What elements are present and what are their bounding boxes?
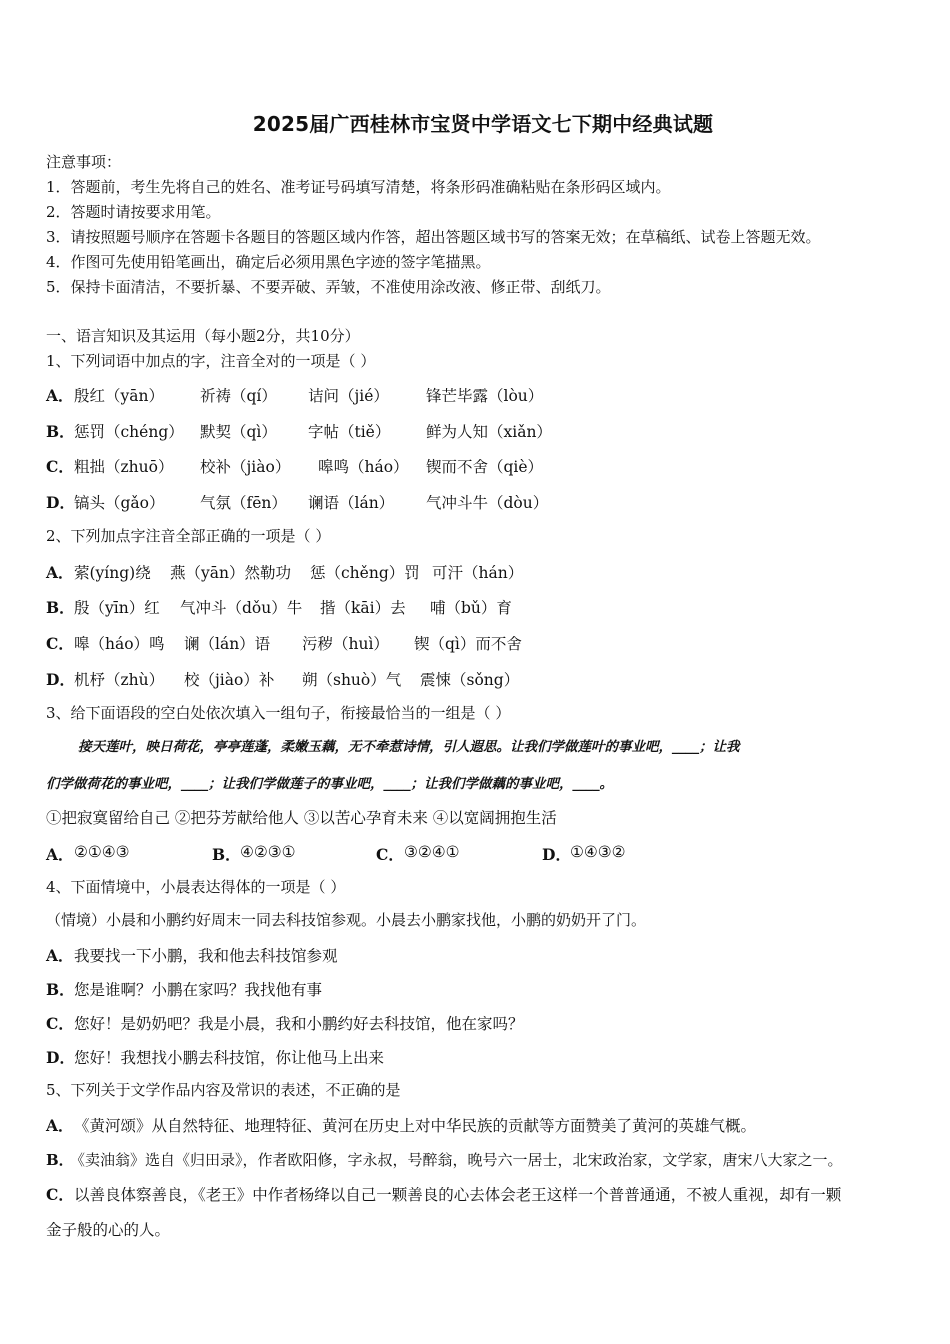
option-letter: B． xyxy=(46,422,75,441)
notice-item-3: 3．请按照题号顺序在答题卡各题目的答题区域内作答，超出答题区域书写的答案无效；在草稿纸、试卷上答题无效。 xyxy=(46,228,821,246)
option-letter: A． xyxy=(46,946,74,965)
option-letter: B． xyxy=(46,598,75,617)
option-letter: B． xyxy=(46,980,75,999)
option-item: 您好！我想找小鹏去科技馆，你让他马上出来 xyxy=(74,1049,385,1067)
option-letter: D． xyxy=(46,493,75,512)
option-letter: C． xyxy=(46,457,74,476)
option-item: 揩（kāi）去 xyxy=(320,599,406,617)
option-letter: C． xyxy=(46,1014,74,1033)
option-letter: C． xyxy=(46,1185,74,1204)
option-item: 萦(yíng)绕 xyxy=(74,564,151,582)
q3-stem: 3、给下面语段的空白处依次填入一组句子，衔接最恰当的一组是（ ） xyxy=(46,704,511,722)
option-item: 《卖油翁》选自《归田录》，作者欧阳修，字永叔，号醉翁，晚号六一居士，北宋政治家，文学家，唐宋八大家之一。 xyxy=(70,1151,843,1169)
option-letter: A． xyxy=(46,845,74,864)
option-item: 朔（shuò）气 xyxy=(302,671,402,689)
option-letter: D． xyxy=(46,670,75,689)
notice-item-4: 4．作图可先使用铅笔画出，确定后必须用黑色字迹的签字笔描黑。 xyxy=(46,253,491,271)
option-item: ①④③② xyxy=(570,843,626,861)
option-item: 殷红（yān） xyxy=(74,387,164,405)
option-item: 气冲斗（dǒu）牛 xyxy=(180,599,303,617)
notice-item-1: 1．答题前，考生先将自己的姓名、准考证号码填写清楚，将条形码准确粘贴在条形码区域内。 xyxy=(46,178,671,196)
option-item: 惩（chěng）罚 xyxy=(310,564,420,582)
q4-context: （情境）小晨和小鹏约好周末一同去科技馆参观。小晨去小鹏家找他，小鹏的奶奶开了门。 xyxy=(46,911,647,929)
option-item: 校（jiào）补 xyxy=(184,671,275,689)
section-heading: 一、语言知识及其运用（每小题2分，共10分） xyxy=(46,327,360,345)
option-item: 燕（yān）然勒功 xyxy=(170,564,291,582)
option-item: 祈祷（qí） xyxy=(200,387,277,405)
option-item: 谰（lán）语 xyxy=(184,635,271,653)
q3-passage-line-1: 接天莲叶，映日荷花，亭亭莲蓬，柔嫩玉藕，无不牵惹诗情，引人遐思。让我们学做莲叶的事业吧，____；让我 xyxy=(78,739,740,755)
option-item: 我要找一下小鹏，我和他去科技馆参观 xyxy=(74,947,338,965)
page-title: 2025届广西桂林市宝贤中学语文七下期中经典试题 xyxy=(252,112,714,136)
option-item: 震悚（sǒng） xyxy=(420,671,520,689)
option-item: 殷（yīn）红 xyxy=(74,599,160,617)
option-item: 镐头（gǎo） xyxy=(74,494,165,512)
option-item: 嗥（háo）鸣 xyxy=(74,635,165,653)
option-letter: A． xyxy=(46,386,74,405)
option-item: 锲（qì）而不舍 xyxy=(414,635,522,653)
option-item: 惩罚（chéng） xyxy=(74,423,184,441)
option-item: 诘问（jié） xyxy=(308,387,389,405)
option-item: ④②③① xyxy=(240,843,296,861)
option-letter: B． xyxy=(46,1151,74,1169)
notice-heading: 注意事项： xyxy=(46,153,122,171)
option-letter: D． xyxy=(542,845,571,864)
option-letter: B． xyxy=(212,845,241,864)
q1-stem: 1、下列词语中加点的字，注音全对的一项是（ ） xyxy=(46,352,376,370)
option-letter: A． xyxy=(46,563,74,582)
option-item: 鲜为人知（xiǎn） xyxy=(426,423,552,441)
notice-item-2: 2．答题时请按要求用笔。 xyxy=(46,203,221,221)
option-letter: C． xyxy=(46,634,74,653)
option-item: 气氛（fēn） xyxy=(200,494,287,512)
option-item: 气冲斗牛（dòu） xyxy=(426,494,549,512)
option-letter: A． xyxy=(46,1116,74,1135)
option-item: 校补（jiào） xyxy=(200,458,291,476)
option-item: 《黄河颂》从自然特征、地理特征、黄河在历史上对中华民族的贡献等方面赞美了黄河的英雄气概。 xyxy=(74,1117,757,1135)
option-item: ②①④③ xyxy=(74,843,130,861)
option-item: 嗥鸣（háo） xyxy=(318,458,409,476)
option-item: 谰语（lán） xyxy=(308,494,395,512)
option-item: ③②④① xyxy=(404,843,460,861)
option-item: 字帖（tiě） xyxy=(308,423,391,441)
option-item: 锋芒毕露（lòu） xyxy=(426,387,544,405)
notice-item-5: 5．保持卡面清洁，不要折暴、不要弄破、弄皱，不准使用涂改液、修正带、刮纸刀。 xyxy=(46,278,611,296)
option-item: 默契（qì） xyxy=(200,423,277,441)
q4-stem: 4、下面情境中，小晨表达得体的一项是（ ） xyxy=(46,878,346,896)
q5-stem: 5、下列关于文学作品内容及常识的表述，不正确的是 xyxy=(46,1081,401,1099)
q2-stem: 2、下列加点字注音全部正确的一项是（ ） xyxy=(46,527,331,545)
option-item: 哺（bǔ）育 xyxy=(430,599,512,617)
option-item: 可汗（hán） xyxy=(432,564,524,582)
q5-option-c-continuation: 金子般的心的人。 xyxy=(46,1221,171,1239)
q3-passage-line-2: 们学做荷花的事业吧，____；让我们学做莲子的事业吧，____；让我们学做藕的事业吧，____。 xyxy=(46,776,613,792)
option-item: 污秽（huì） xyxy=(302,635,389,653)
option-item: 您是谁啊？小鹏在家吗？我找他有事 xyxy=(74,981,323,999)
q3-choices: ①把寂寞留给自己 ②把芬芳献给他人 ③以苦心孕育未来 ④以宽阔拥抱生活 xyxy=(46,809,557,827)
option-item: 您好！是奶奶吧？我是小晨，我和小鹏约好去科技馆，他在家吗？ xyxy=(74,1015,524,1033)
option-letter: D． xyxy=(46,1048,75,1067)
option-item: 粗拙（zhuō） xyxy=(74,458,174,476)
option-item: 锲而不舍（qiè） xyxy=(426,458,544,476)
option-letter: C． xyxy=(376,845,404,864)
option-item: 机杼（zhù） xyxy=(74,671,165,689)
option-item: 以善良体察善良，《老王》中作者杨绛以自己一颗善良的心去体会老王这样一个普普通通，不被人重视，却有一颗 xyxy=(74,1186,842,1204)
